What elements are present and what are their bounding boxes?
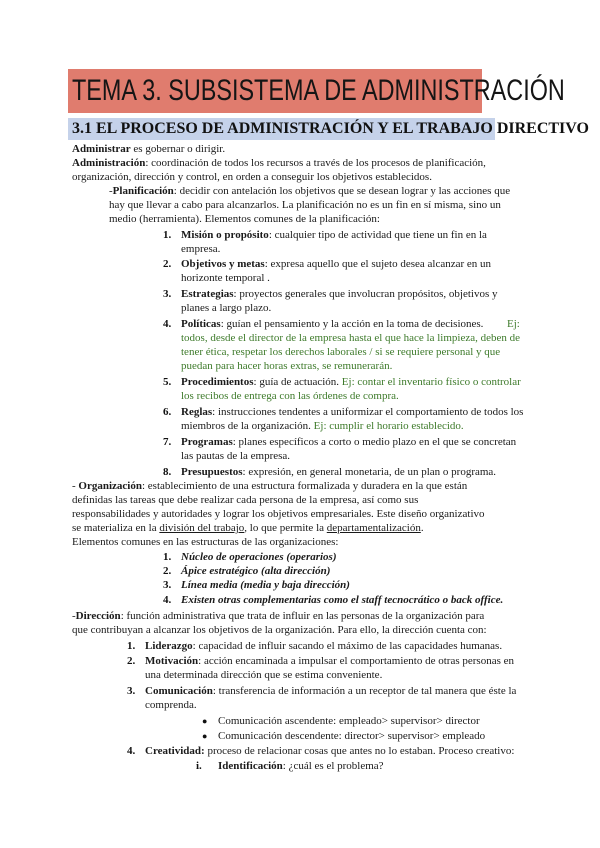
planificacion-line-1: -Planificación: decidir con antelación los objetivos que se desean lograr y las acciones que bbox=[109, 185, 511, 197]
dir-item-number: 2. bbox=[127, 655, 136, 667]
plan-item-mision-cont: empresa. bbox=[181, 243, 221, 255]
plan-item-number: 5. bbox=[163, 376, 172, 388]
subitem-identificacion: Identificación: ¿cuál es el problema? bbox=[218, 760, 384, 772]
dir-item-number: 3. bbox=[127, 685, 136, 697]
politicas-example-2: tener ética, respetar los derechos laborales / si se requiere personal y que bbox=[181, 346, 501, 358]
bullet-icon: ● bbox=[202, 731, 208, 741]
section-heading: 3.1 EL PROCESO DE ADMINISTRACIÓN Y EL TRABAJO DIRECTIVO bbox=[72, 120, 589, 137]
dir-item-comunicacion: Comunicación: transferencia de información a un receptor de tal manera que éste la bbox=[145, 685, 517, 697]
planificacion-line-2: hay que llevar a cabo para alcanzarlos. La planificación no es un fin en sí misma, sino un bbox=[109, 199, 501, 211]
organizacion-line-4: se materializa en la división del trabajo, lo que permite la departamentalización. bbox=[72, 522, 424, 534]
dir-item-motivacion-cont: una determinada dirección que se estima conveniente. bbox=[145, 669, 383, 681]
plan-item-politicas: Políticas: guían el pensamiento y la acción en la toma de decisiones. bbox=[181, 318, 484, 330]
administrar-line: Administrar es gobernar o dirigir. bbox=[72, 143, 226, 155]
politicas-example-1: todos, desde el director de la empresa hasta el que hace la limpieza, deben de bbox=[181, 332, 521, 344]
organizacion-line-2: definidas las tareas que debe realizar cada persona de la empresa, así como sus bbox=[72, 494, 419, 506]
organizacion-line-5: Elementos comunes en las estructuras de las organizaciones: bbox=[72, 536, 339, 548]
org-item-number: 1. bbox=[163, 551, 172, 563]
plan-item-estrategias-cont: planes a largo plazo. bbox=[181, 302, 272, 314]
org-item-number: 3. bbox=[163, 579, 172, 591]
politicas-example-label: Ej: bbox=[507, 318, 520, 330]
subitem-number: i. bbox=[196, 760, 202, 772]
plan-item-number: 8. bbox=[163, 466, 172, 478]
plan-item-programas-cont: las pautas de la empresa. bbox=[181, 450, 291, 462]
direccion-line-2: que contribuyan a alcanzar los objetivos de la organización. Para ello, la dirección cuenta con: bbox=[72, 624, 487, 636]
plan-item-number: 6. bbox=[163, 406, 172, 418]
organizacion-line-3: responsabilidades y autoridades y lograr los objetivos empresariales. Este diseño organizativo bbox=[72, 508, 485, 520]
com-bullet-descendente: Comunicación descendente: director> supervisor> empleado bbox=[218, 730, 486, 742]
dir-item-creatividad: Creatividad: proceso de relacionar cosas que antes no lo estaban. Proceso creativo: bbox=[145, 745, 515, 757]
dir-item-comunicacion-cont: comprenda. bbox=[145, 699, 197, 711]
bullet-icon: ● bbox=[202, 716, 208, 726]
plan-item-presupuestos: Presupuestos: expresión, en general monetaria, de un plan o programa. bbox=[181, 466, 497, 478]
plan-item-number: 3. bbox=[163, 288, 172, 300]
administracion-line-1: Administración: coordinación de todos los recursos a través de los procesos de planificación, bbox=[72, 157, 486, 169]
plan-item-programas: Programas: planes específicos a corto o medio plazo en el que se concretan bbox=[181, 436, 517, 448]
plan-item-number: 4. bbox=[163, 318, 172, 330]
planificacion-line-3: medio (herramienta). Elementos comunes de la planificación: bbox=[109, 213, 380, 225]
plan-item-objetivos: Objetivos y metas: expresa aquello que el sujeto desea alcanzar en un bbox=[181, 258, 492, 270]
dir-item-liderazgo: Liderazgo: capacidad de influir sacando el máximo de las capacidades humanas. bbox=[145, 640, 503, 652]
plan-item-procedimientos: Procedimientos: guía de actuación. Ej: contar el inventario físico o controlar bbox=[181, 376, 521, 388]
politicas-example-3: puedan para hacer horas extras, se remunerarán. bbox=[181, 360, 393, 372]
plan-item-number: 7. bbox=[163, 436, 172, 448]
dir-item-number: 1. bbox=[127, 640, 136, 652]
plan-item-reglas-cont: miembros de la organización. Ej: cumplir el horario establecido. bbox=[181, 420, 464, 432]
plan-item-estrategias: Estrategias: proyectos generales que involucran propósitos, objetivos y bbox=[181, 288, 498, 300]
procedimientos-example: los recibos de entrega con las órdenes de compra. bbox=[181, 390, 399, 402]
org-item-otras: Existen otras complementarias como el staff tecnocrático o back office. bbox=[181, 594, 504, 606]
organizacion-line-1: - Organización: establecimiento de una estructura formalizada y duradera en la que están bbox=[72, 480, 468, 492]
com-bullet-ascendente: Comunicación ascendente: empleado> supervisor> director bbox=[218, 715, 480, 727]
org-item-number: 2. bbox=[163, 565, 172, 577]
org-item-number: 4. bbox=[163, 594, 172, 606]
org-item-nucleo: Núcleo de operaciones (operarios) bbox=[181, 551, 337, 563]
dir-item-motivacion: Motivación: acción encaminada a impulsar el comportamiento de otras personas en bbox=[145, 655, 514, 667]
org-item-apice: Ápice estratégico (alta dirección) bbox=[181, 565, 331, 577]
dir-item-number: 4. bbox=[127, 745, 136, 757]
administracion-line-2: organización, dirección y control, en orden a conseguir los objetivos establecidos. bbox=[72, 171, 432, 183]
direccion-line-1: -Dirección: función administrativa que trata de influir en las personas de la organización para bbox=[72, 610, 485, 622]
org-item-linea: Línea media (media y baja dirección) bbox=[181, 579, 350, 591]
plan-item-number: 2. bbox=[163, 258, 172, 270]
plan-item-number: 1. bbox=[163, 229, 172, 241]
plan-item-mision: Misión o propósito: cualquier tipo de actividad que tiene un fin en la bbox=[181, 229, 487, 241]
plan-item-reglas: Reglas: instrucciones tendentes a uniformizar el comportamiento de todos los bbox=[181, 406, 524, 418]
page-title: TEMA 3. SUBSISTEMA DE ADMINISTRACIÓN bbox=[72, 74, 565, 107]
plan-item-objetivos-cont: horizonte temporal . bbox=[181, 272, 270, 284]
